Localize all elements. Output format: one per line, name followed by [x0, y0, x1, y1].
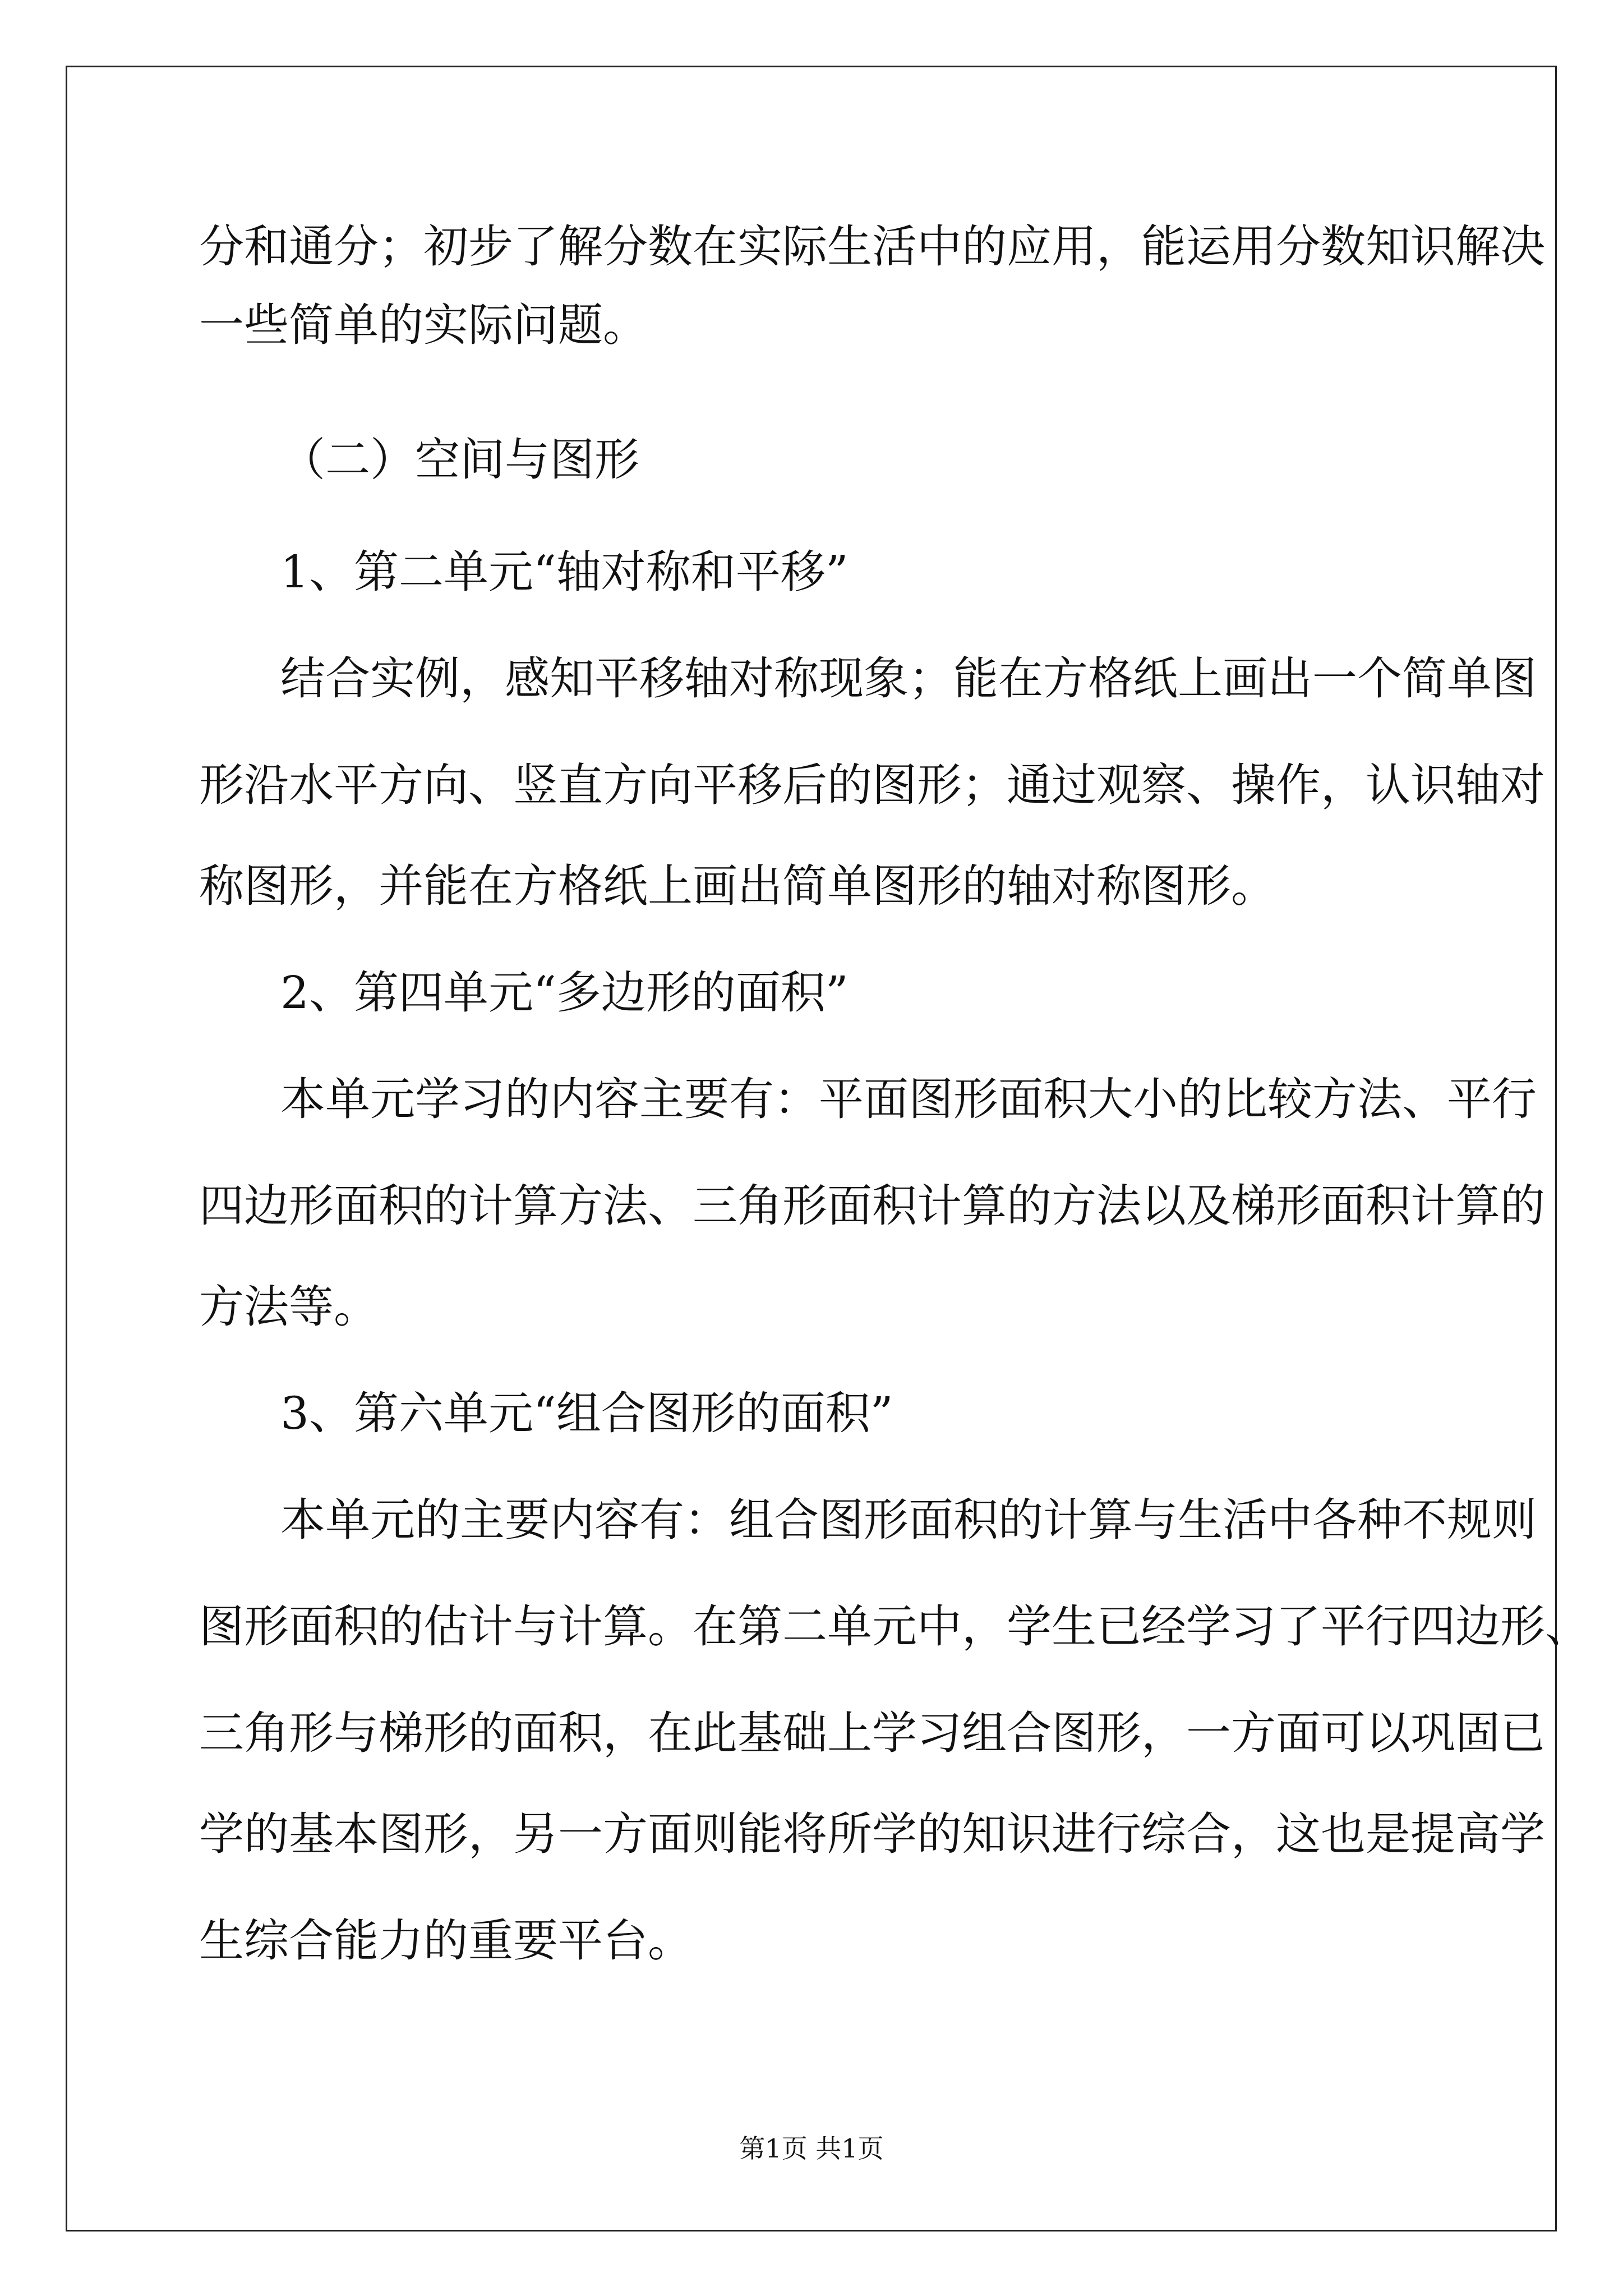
- body-line-9: 本单元的主要内容有：组合图形面积的计算与生活中各种不规则: [280, 1494, 1537, 1546]
- subsection-heading-1: 1、第二单元“轴对称和平移”: [280, 546, 849, 598]
- body-line-5: 称图形，并能在方格纸上画出简单图形的轴对称图形。: [199, 860, 1276, 912]
- subsection-heading-2: 2、第四单元“多边形的面积”: [280, 967, 849, 1019]
- subsection-heading-3: 3、第六单元“组合图形的面积”: [280, 1387, 893, 1439]
- section-heading: （二）空间与图形: [280, 434, 639, 486]
- page-border: [66, 66, 1557, 2231]
- body-line-2: 一些简单的实际问题。: [199, 299, 648, 351]
- body-line-12: 学的基本图形，另一方面则能将所学的知识进行综合，这也是提高学: [199, 1808, 1545, 1860]
- body-line-13: 生综合能力的重要平台。: [199, 1915, 693, 1967]
- body-line-1: 分和通分；初步了解分数在实际生活中的应用，能运用分数知识解决: [199, 220, 1545, 273]
- body-line-10: 图形面积的估计与计算。在第二单元中，学生已经学习了平行四边形、: [199, 1600, 1590, 1653]
- body-line-6: 本单元学习的内容主要有：平面图形面积大小的比较方法、平行: [280, 1073, 1537, 1125]
- body-line-4: 形沿水平方向、竖直方向平移后的图形；通过观察、操作，认识轴对: [199, 759, 1545, 811]
- page-footer: 第1页 共1页: [739, 2133, 884, 2164]
- body-line-7: 四边形面积的计算方法、三角形面积计算的方法以及梯形面积计算的: [199, 1180, 1545, 1232]
- body-line-11: 三角形与梯形的面积，在此基础上学习组合图形，一方面可以巩固已: [199, 1707, 1545, 1759]
- body-line-3: 结合实例，感知平移轴对称现象；能在方格纸上画出一个简单图: [280, 652, 1537, 705]
- body-line-8: 方法等。: [199, 1281, 379, 1333]
